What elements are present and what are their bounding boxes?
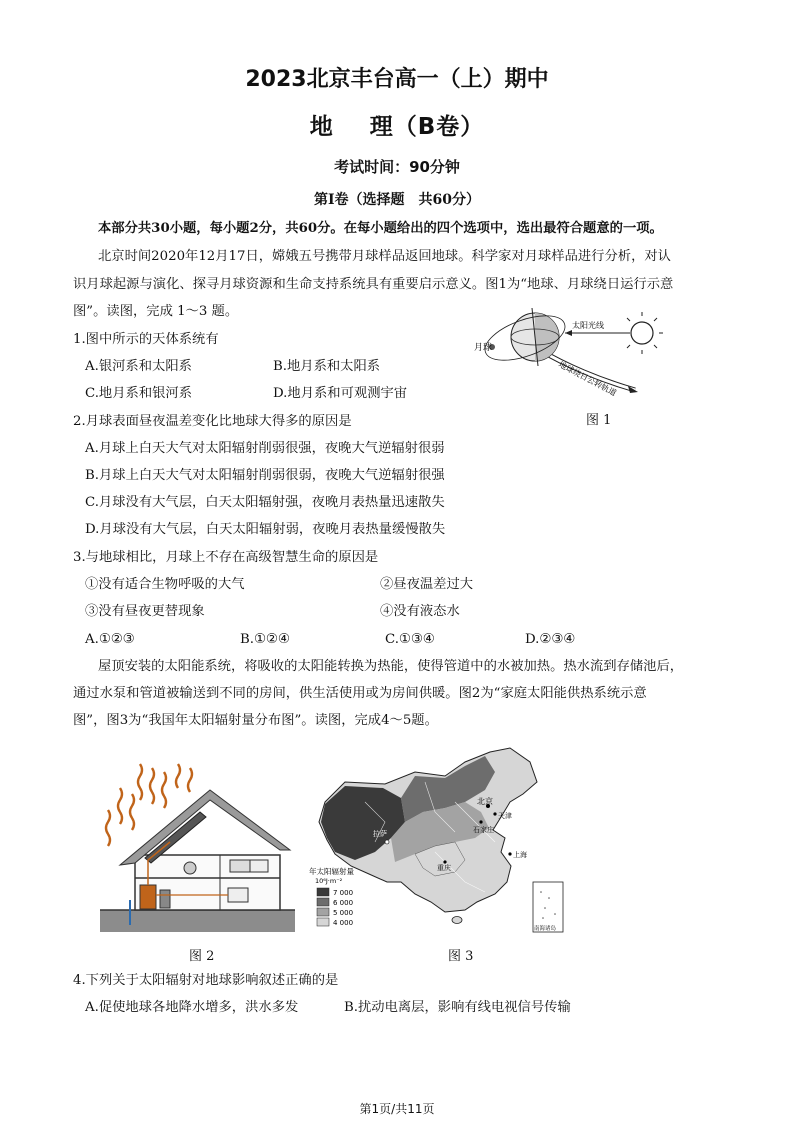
fig1-orbit-label: 地球绕日公转轨道 <box>557 359 618 398</box>
q3-statement-3: ③没有昼夜更替现象 <box>85 604 205 619</box>
q3-stem: 3.与地球相比，月球上不存在高级智慧生命的原因是 <box>73 550 379 565</box>
figure-1-earth-moon-orbit <box>470 300 670 405</box>
q4-option-b: B.扰动电离层，影响有线电视信号传输 <box>344 1000 571 1015</box>
q1-option-d: D.地月系和可观测宇宙 <box>273 386 408 401</box>
map-city-tianjin: 天津 <box>498 812 512 820</box>
q1-option-c: C.地月系和银河系 <box>85 386 193 401</box>
q3-statement-2: ②昼夜温差过大 <box>380 577 474 592</box>
section-heading: 第Ⅰ卷（选择题 共60分） <box>313 192 481 208</box>
q3-option-a: A.①②③ <box>85 632 135 647</box>
map-city-chongqing: 重庆 <box>437 864 451 872</box>
q4-option-a: A.促使地球各地降水增多，洪水多发 <box>85 1000 299 1015</box>
q3-statement-1: ①没有适合生物呼吸的大气 <box>85 577 245 592</box>
passage1-line3: 图”。读图，完成 1～3 题。 <box>73 304 239 319</box>
q2-option-d: D.月球没有大气层，白天太阳辐射弱，夜晚月表热量缓慢散失 <box>85 522 446 537</box>
inset-label: 南海诸岛 <box>534 926 557 932</box>
q1-option-b: B.地月系和太阳系 <box>273 359 381 374</box>
legend-swatch <box>317 908 329 916</box>
legend-value: 6 000 <box>333 899 354 907</box>
subject-title: 地 理（B卷） <box>309 114 485 140</box>
legend-value: 7 000 <box>333 889 354 897</box>
map-city-shanghai: 上海 <box>513 851 527 859</box>
passage2-line2: 通过水泵和管道被输送到不同的房间，供生活使用或为房间供暖。图2为“家庭太阳能供热系统示意 <box>73 686 647 701</box>
passage1-line2: 识月球起源与演化、探寻月球资源和生命支持系统具有重要启示意义。图1为“地球、月球绕日运行示意 <box>73 277 674 292</box>
paper-title: 2023北京丰台高一（上）期中 <box>245 67 549 92</box>
q3-option-d: D.②③④ <box>525 632 576 647</box>
q4-stem: 4.下列关于太阳辐射对地球影响叙述正确的是 <box>73 973 339 988</box>
figure-2-solar-house <box>100 760 295 940</box>
fig2-caption: 图 2 <box>189 949 215 964</box>
fig1-caption: 图 1 <box>586 413 612 428</box>
q3-option-c: C.①③④ <box>385 632 435 647</box>
fig3-caption: 图 3 <box>448 949 474 964</box>
fig1-sunlight-label: 太阳光线 <box>572 321 604 330</box>
legend-swatches <box>317 888 353 927</box>
q2-option-a: A.月球上白天大气对太阳辐射削弱很强，夜晚大气逆辐射很弱 <box>85 441 445 456</box>
q3-option-b: B.①②④ <box>240 632 290 647</box>
legend-unit: 10⁶J·m⁻² <box>315 877 343 885</box>
fig1-moon-label: 月球 <box>474 343 493 353</box>
q2-option-b: B.月球上白天大气对太阳辐射削弱很弱，夜晚大气逆辐射很强 <box>85 468 445 483</box>
legend-swatch <box>317 918 329 926</box>
map-city-lhasa: 拉萨 <box>373 830 387 838</box>
instructions: 本部分共30小题，每小题2分，共60分。在每小题给出的四个选项中，选出最符合题意的一项。 <box>98 221 663 236</box>
legend-swatch <box>317 898 329 906</box>
q2-option-c: C.月球没有大气层，白天太阳辐射强，夜晚月表热量迅速散失 <box>85 495 445 510</box>
figure-3-china-radiation-map <box>305 742 570 937</box>
page-footer: 第1页/共11页 <box>359 1102 435 1116</box>
passage1-line1: 北京时间2020年12月17日，嫦娥五号携带月球样品返回地球。科学家对月球样品进行分析，对认 <box>98 249 671 264</box>
legend-value: 4 000 <box>333 919 354 927</box>
legend-value: 5 000 <box>333 909 354 917</box>
q1-stem: 1.图中所示的天体系统有 <box>73 332 219 347</box>
legend-title: 年太阳辐射量 <box>309 867 354 876</box>
q1-option-a: A.银河系和太阳系 <box>85 359 192 374</box>
passage2-line3: 图”，图3为“我国年太阳辐射量分布图”。读图，完成4～5题。 <box>73 713 438 728</box>
passage2-line1: 屋顶安装的太阳能系统，将吸收的太阳能转换为热能，使得管道中的水被加热。热水流到存储池后， <box>98 659 684 674</box>
q2-stem: 2.月球表面昼夜温差变化比地球大得多的原因是 <box>73 414 352 429</box>
exam-time: 考试时间：90分钟 <box>334 158 460 176</box>
map-city-beijing: 北京 <box>477 797 493 806</box>
legend-swatch <box>317 888 329 896</box>
map-city-shijiazhuang: 石家庄 <box>473 826 494 834</box>
q3-statement-4: ④没有液态水 <box>380 604 460 619</box>
